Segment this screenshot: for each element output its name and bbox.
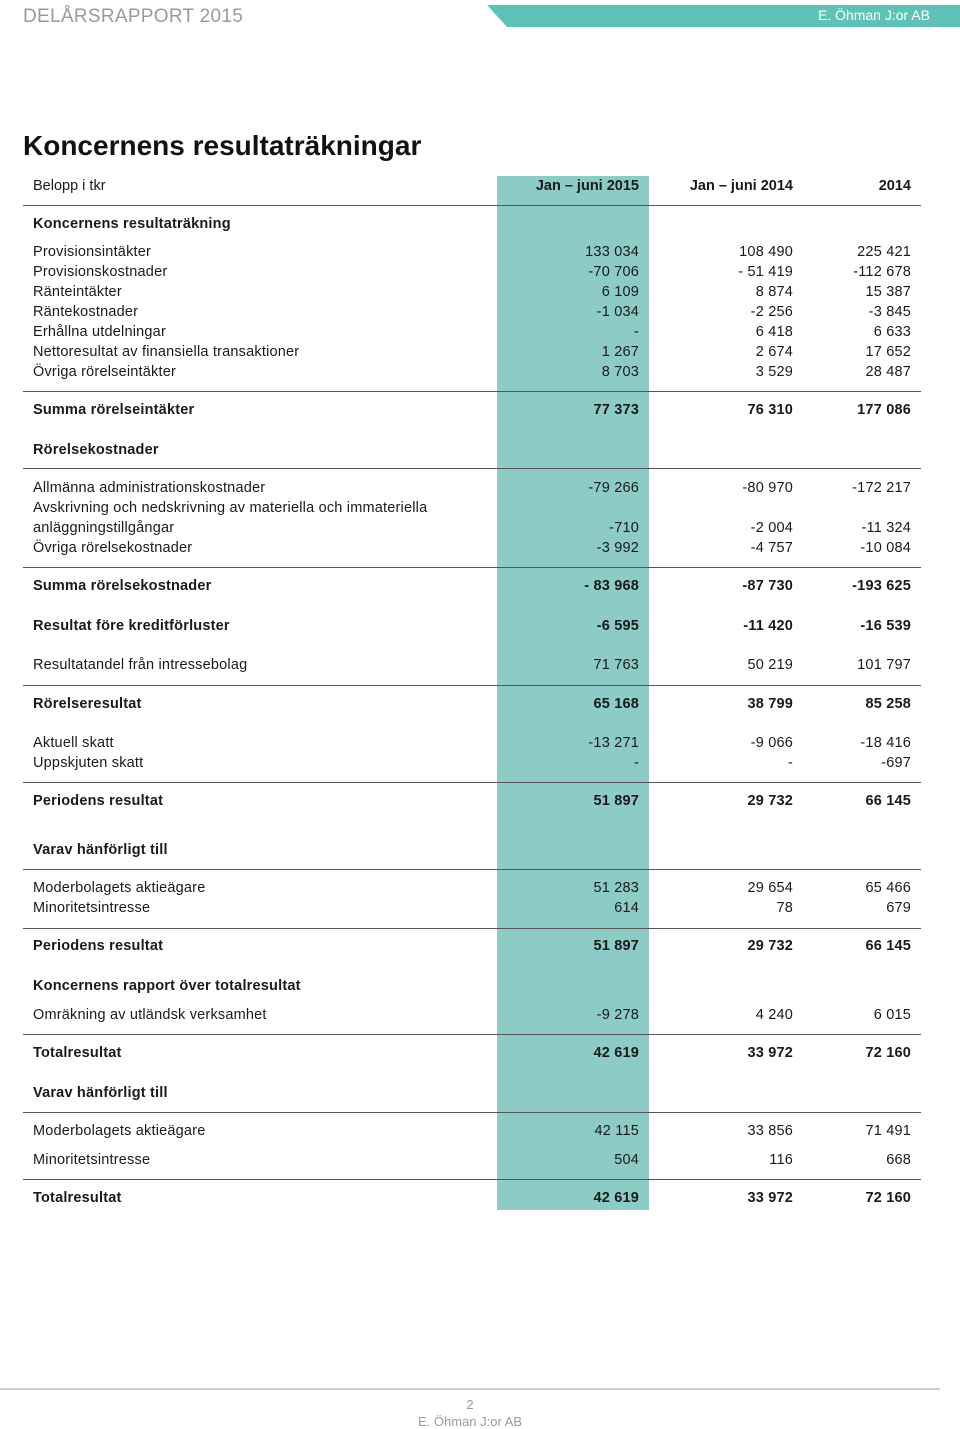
value-2014-full: 6 633 — [873, 324, 911, 340]
value-2015: 42 619 — [593, 1045, 639, 1061]
value-2014-full: -112 678 — [853, 264, 911, 280]
value-2014-half: 33 972 — [747, 1190, 793, 1206]
value-2015: - — [633, 755, 639, 771]
value-2015: -1 034 — [596, 304, 639, 320]
value-2015: 71 763 — [593, 657, 639, 673]
table-row — [0, 244, 960, 264]
value-2014-half: 6 418 — [755, 324, 793, 340]
subtotal-row — [0, 618, 960, 638]
row-label: Totalresultat — [33, 1190, 122, 1206]
value-2015: 42 115 — [594, 1123, 639, 1139]
row-label: Allmänna administrationskostnader — [33, 480, 266, 496]
row-label: Minoritetsintresse — [33, 1152, 151, 1168]
value-2014-full: 668 — [886, 1152, 911, 1168]
value-2014-full: -172 217 — [852, 480, 911, 496]
row-label: Aktuell skatt — [33, 735, 114, 751]
row-label: Moderbolagets aktieägare — [33, 1123, 206, 1139]
value-2014-half: 4 240 — [755, 1007, 793, 1023]
value-2014-full: 28 487 — [865, 364, 911, 380]
table-divider — [23, 782, 921, 783]
header-company-name: E. Öhman J:or AB — [817, 7, 930, 23]
row-label: Erhållna utdelningar — [33, 324, 166, 340]
table-divider — [23, 1034, 921, 1035]
value-2015: -13 271 — [588, 735, 639, 751]
table-row — [0, 500, 960, 520]
value-2015: 65 168 — [593, 696, 639, 712]
value-2014-half: 29 732 — [747, 793, 793, 809]
value-2014-full: 15 387 — [865, 284, 911, 300]
row-label: Provisionskostnader — [33, 264, 168, 280]
table-divider — [23, 685, 921, 686]
row-label: Uppskjuten skatt — [33, 755, 144, 771]
table-row — [0, 364, 960, 384]
section-heading — [0, 442, 960, 462]
value-2014-half: -80 970 — [742, 480, 793, 496]
value-2014-half: 78 — [776, 900, 793, 916]
table-row — [0, 540, 960, 560]
row-label: Provisionsintäkter — [33, 244, 152, 260]
value-2014-half: 3 529 — [755, 364, 793, 380]
value-2014-half: 38 799 — [747, 696, 793, 712]
value-2015: 77 373 — [593, 402, 639, 418]
value-2014-full: 679 — [886, 900, 911, 916]
table-divider — [23, 869, 921, 870]
table-row — [0, 1007, 960, 1027]
column-header-label: Belopp i tkr — [33, 178, 106, 194]
value-2015: 51 897 — [593, 793, 639, 809]
footer-divider — [0, 1388, 940, 1390]
table-row — [0, 755, 960, 775]
value-2014-full: 225 421 — [857, 244, 911, 260]
value-2015: -3 992 — [596, 540, 639, 556]
value-2014-full: -18 416 — [860, 735, 911, 751]
subtotal-row — [0, 578, 960, 598]
value-2014-full: 72 160 — [865, 1045, 911, 1061]
value-2014-full: 71 491 — [865, 1123, 911, 1139]
value-2015: -70 706 — [588, 264, 639, 280]
table-row — [0, 880, 960, 900]
section-heading-label: Koncernens rapport över totalresultat — [33, 978, 301, 994]
value-2015: - — [633, 324, 639, 340]
row-label: Periodens resultat — [33, 793, 164, 809]
value-2015: 51 283 — [593, 880, 639, 896]
row-label: Rörelseresultat — [33, 696, 142, 712]
row-label: Övriga rörelsekostnader — [33, 540, 193, 556]
column-header-jan-jun-2015: Jan – juni 2015 — [535, 178, 639, 194]
row-label: Resultatandel från intressebolag — [33, 657, 248, 673]
table-divider — [23, 1112, 921, 1113]
value-2014-full: -16 539 — [860, 618, 911, 634]
value-2014-half: 29 732 — [747, 938, 793, 954]
subtotal-row — [0, 1045, 960, 1065]
row-label: Summa rörelseintäkter — [33, 402, 195, 418]
section-heading-label: Varav hänförligt till — [33, 1085, 168, 1101]
value-2015: 504 — [614, 1152, 639, 1168]
row-label: Avskrivning och nedskrivning av materiella och immateriella — [33, 500, 428, 516]
table-row — [0, 480, 960, 500]
table-row — [0, 304, 960, 324]
value-2014-full: 6 015 — [873, 1007, 911, 1023]
value-2014-full: -10 084 — [860, 540, 911, 556]
table-row — [0, 324, 960, 344]
table-divider — [23, 567, 921, 568]
column-header-2014: 2014 — [878, 178, 911, 194]
value-2015: 133 034 — [585, 244, 639, 260]
value-2014-half: 8 874 — [755, 284, 793, 300]
section-heading — [0, 842, 960, 862]
row-label: Ränteintäkter — [33, 284, 122, 300]
value-2014-half: -2 004 — [750, 520, 793, 536]
value-2014-half: - — [787, 755, 793, 771]
table-row — [0, 900, 960, 920]
section-heading — [0, 216, 960, 236]
value-2014-half: 2 674 — [755, 344, 793, 360]
value-2014-half: 29 654 — [747, 880, 793, 896]
section-heading-label: Varav hänförligt till — [33, 842, 168, 858]
value-2014-half: 116 — [769, 1152, 793, 1168]
page-number: 2 — [466, 1397, 474, 1412]
value-2015: 6 109 — [601, 284, 639, 300]
value-2014-full: 17 652 — [865, 344, 911, 360]
table-row — [0, 284, 960, 304]
subtotal-row — [0, 402, 960, 422]
row-label: anläggningstillgångar — [33, 520, 175, 536]
table-divider — [23, 928, 921, 929]
value-2014-full: 101 797 — [857, 657, 911, 673]
row-label: Nettoresultat av finansiella transaktioner — [33, 344, 300, 360]
value-2014-half: 76 310 — [747, 402, 793, 418]
value-2014-half: 50 219 — [747, 657, 793, 673]
value-2014-half: 33 972 — [747, 1045, 793, 1061]
table-divider — [23, 391, 921, 392]
value-2014-half: -2 256 — [750, 304, 793, 320]
section-heading-label: Rörelsekostnader — [33, 442, 159, 458]
value-2014-full: 66 145 — [865, 938, 911, 954]
table-divider — [23, 1179, 921, 1180]
value-2014-half: 108 490 — [739, 244, 793, 260]
value-2015: - 83 968 — [584, 578, 639, 594]
value-2014-full: 66 145 — [865, 793, 911, 809]
row-label: Omräkning av utländsk verksamhet — [33, 1007, 267, 1023]
section-heading — [0, 978, 960, 998]
row-label: Resultat före kreditförluster — [33, 618, 230, 634]
table-row — [0, 520, 960, 540]
value-2015: -79 266 — [588, 480, 639, 496]
value-2015: -710 — [609, 520, 639, 536]
value-2015: 1 267 — [601, 344, 639, 360]
footer-company-name: E. Öhman J:or AB — [417, 1414, 523, 1429]
subtotal-row — [0, 938, 960, 958]
subtotal-row — [0, 696, 960, 716]
value-2014-full: -3 845 — [868, 304, 911, 320]
value-2014-half: -9 066 — [750, 735, 793, 751]
value-2014-full: 65 466 — [865, 880, 911, 896]
value-2014-full: 85 258 — [865, 696, 911, 712]
row-label: Moderbolagets aktieägare — [33, 880, 206, 896]
value-2014-full: 177 086 — [857, 402, 911, 418]
section-heading — [0, 1085, 960, 1105]
column-header-jan-jun-2014: Jan – juni 2014 — [689, 178, 793, 194]
row-label: Summa rörelsekostnader — [33, 578, 212, 594]
table-divider — [23, 468, 921, 469]
value-2014-full: -193 625 — [852, 578, 911, 594]
row-label: Övriga rörelseintäkter — [33, 364, 177, 380]
value-2014-half: 33 856 — [747, 1123, 793, 1139]
table-divider — [23, 205, 921, 206]
value-2014-half: - 51 419 — [738, 264, 793, 280]
value-2014-full: -697 — [881, 755, 911, 771]
value-2014-half: -11 420 — [743, 618, 793, 634]
row-label: Periodens resultat — [33, 938, 164, 954]
table-row — [0, 264, 960, 284]
row-label: Minoritetsintresse — [33, 900, 151, 916]
value-2015: -9 278 — [596, 1007, 639, 1023]
page-title: Koncernens resultaträkningar — [23, 130, 422, 161]
table-row — [0, 1152, 960, 1172]
row-label: Räntekostnader — [33, 304, 139, 320]
table-row — [0, 735, 960, 755]
value-2014-half: -87 730 — [742, 578, 793, 594]
value-2014-half: -4 757 — [750, 540, 793, 556]
row-label: Totalresultat — [33, 1045, 122, 1061]
value-2015: 8 703 — [601, 364, 639, 380]
section-heading-label: Koncernens resultaträkning — [33, 216, 231, 232]
value-2014-full: -11 324 — [861, 520, 911, 536]
value-2014-full: 72 160 — [865, 1190, 911, 1206]
value-2015: 614 — [614, 900, 639, 916]
report-header-title: DELÅRSRAPPORT 2015 — [23, 6, 244, 27]
subtotal-row — [0, 793, 960, 813]
value-2015: 51 897 — [593, 938, 639, 954]
subtotal-row — [0, 1190, 960, 1210]
table-row — [0, 344, 960, 364]
table-row — [0, 657, 960, 677]
value-2015: -6 595 — [596, 618, 639, 634]
table-row — [0, 1123, 960, 1143]
value-2015: 42 619 — [593, 1190, 639, 1206]
